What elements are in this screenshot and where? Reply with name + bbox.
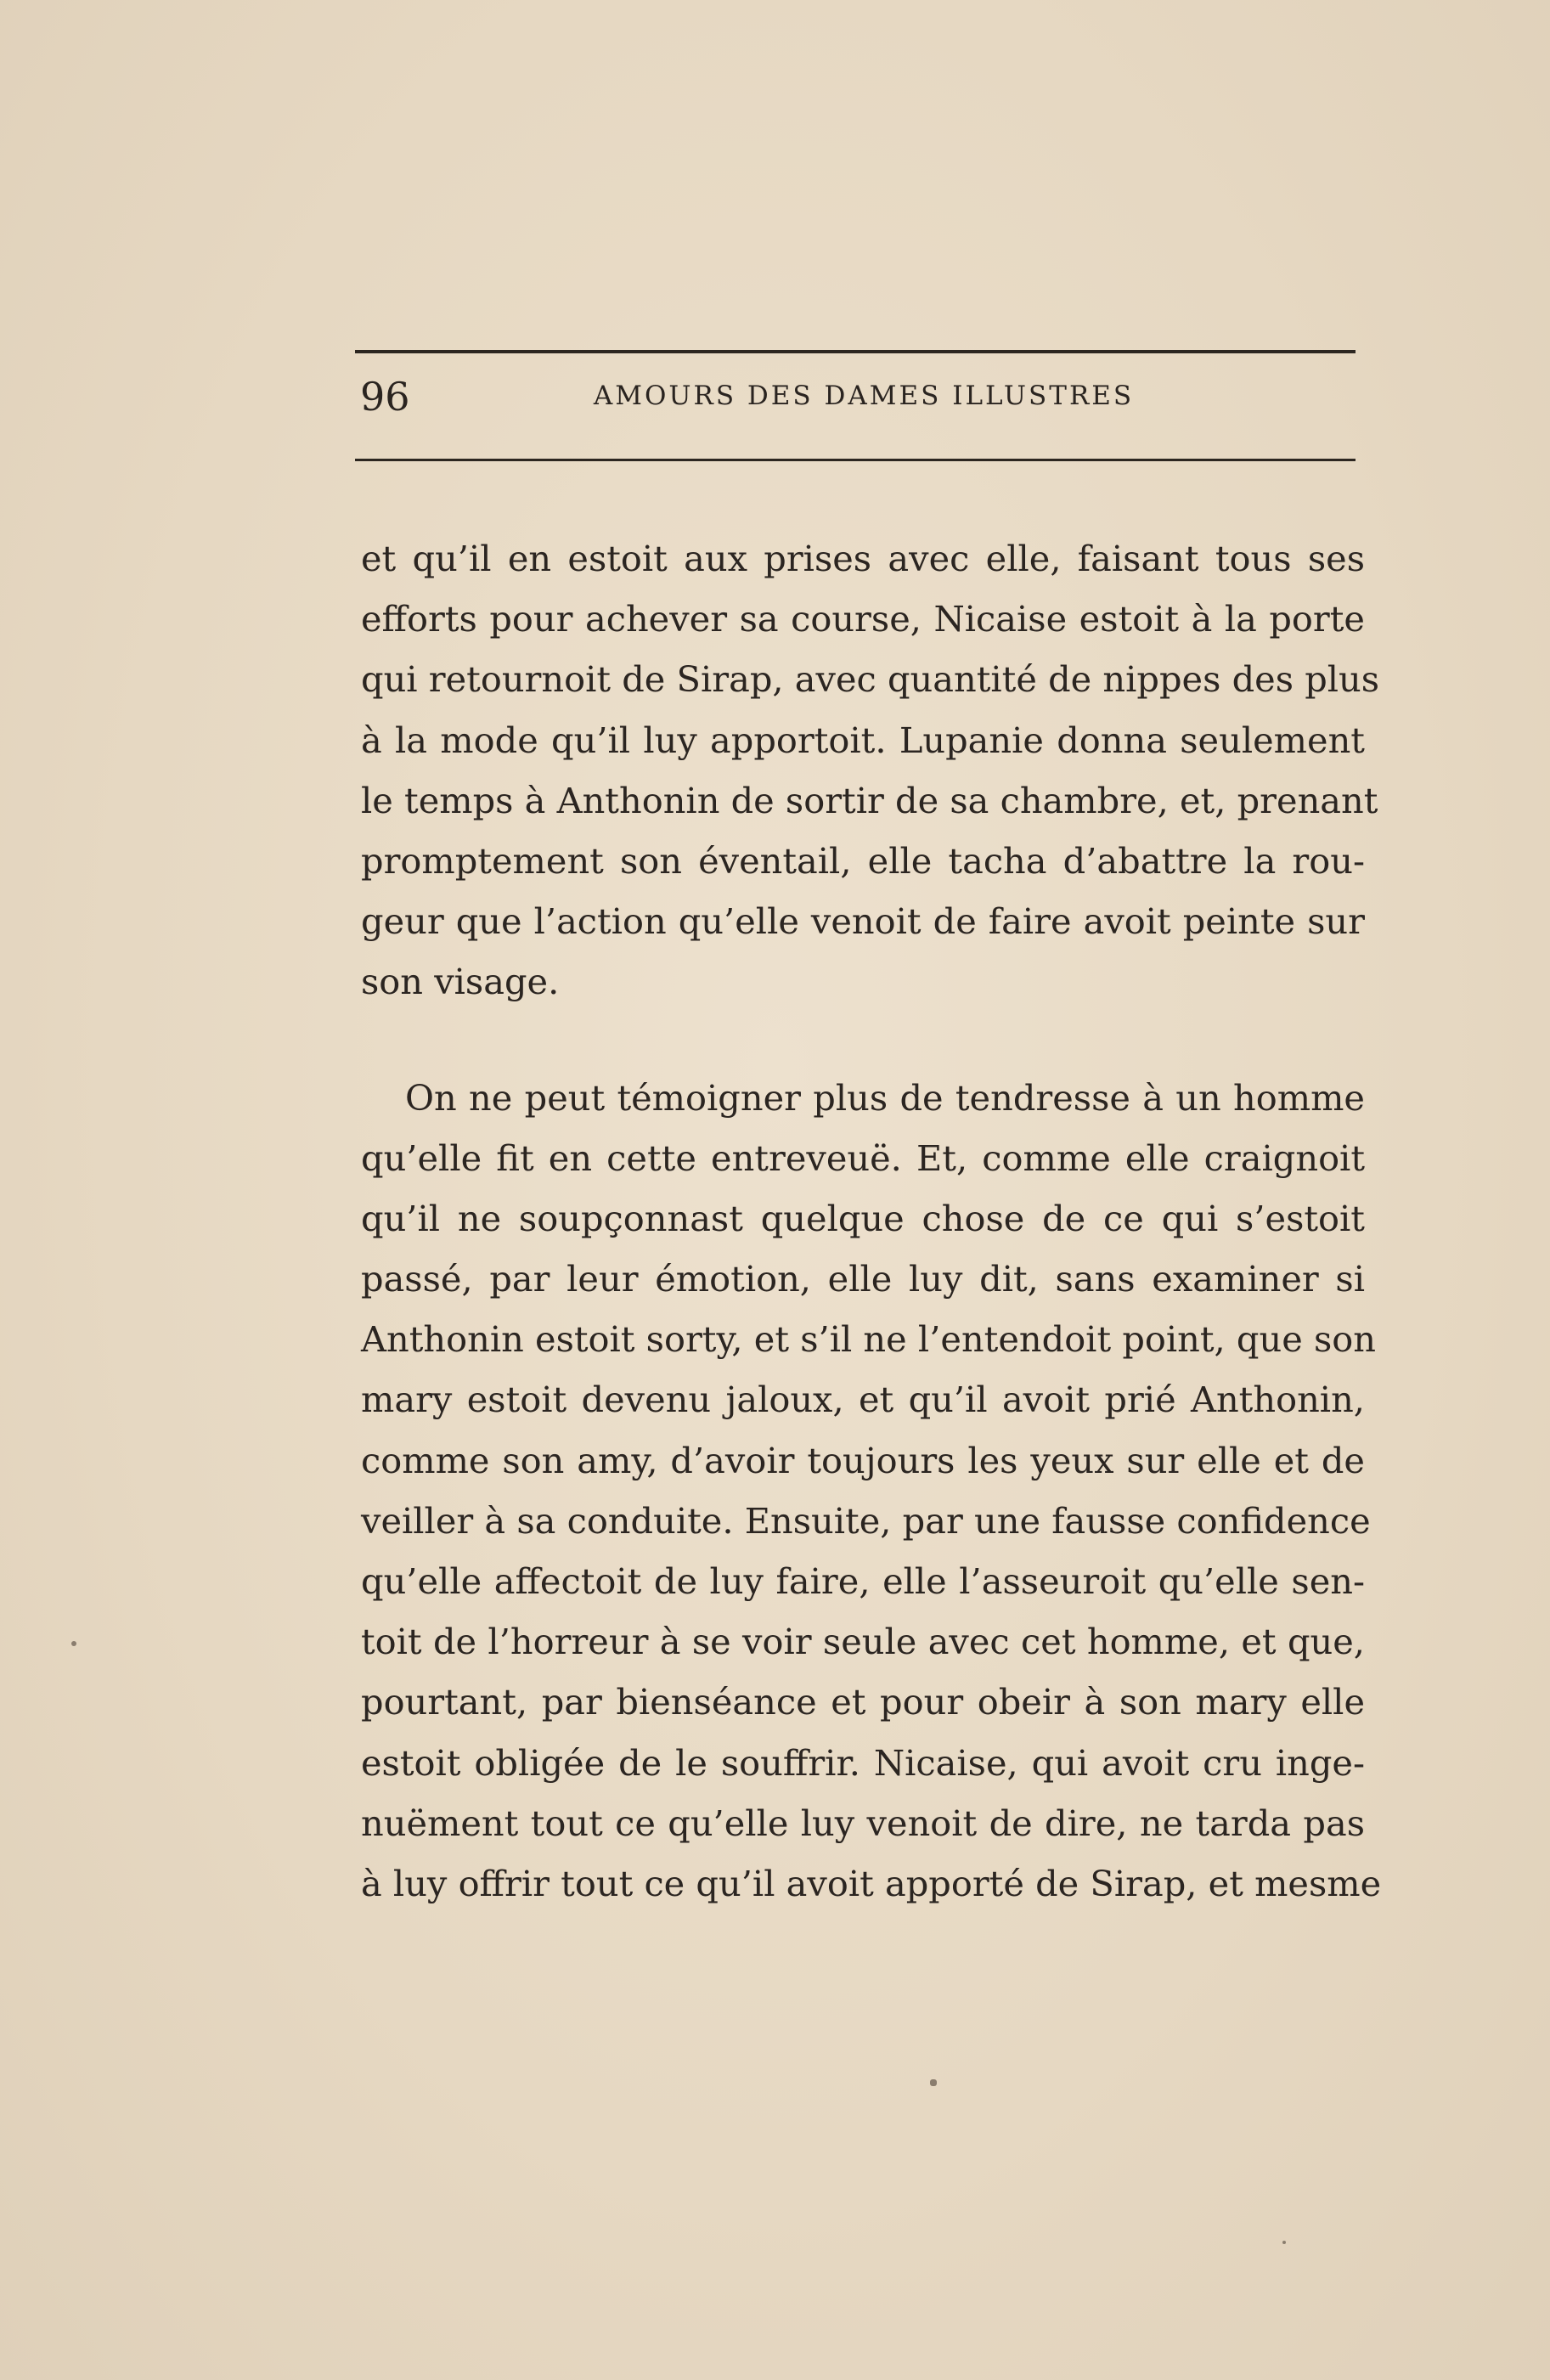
text-line: nuëment tout ce qu’elle luy venoit de dire, ne tarda pas [361,1802,1365,1844]
body-text [361,528,1382,1914]
text-line: Anthonin estoit sorty, et s’il ne l’entendoit point, que son [361,1318,1376,1361]
header-bottom-rule [355,459,1356,461]
text-line: qui retournoit de Sirap, avec quantité de nippes des plus [361,658,1380,701]
text-line: à luy offrir tout ce qu’il avoit apporté de Sirap, et mesme [361,1862,1382,1904]
text-line: comme son amy, d’avoir toujours les yeux sur elle et de [361,1439,1365,1481]
text-line: le temps à Anthonin de sortir de sa chambre, et, prenant [361,779,1378,821]
paragraph-gap [361,1012,1365,1068]
text-line: pourtant, par bienséance et pour obeir à son mary elle [361,1681,1365,1723]
paper-speck [930,2079,937,2086]
text-line: à la mode qu’il luy apportoit. Lupanie donna seulement [361,719,1365,761]
text-line: veiller à sa conduite. Ensuite, par une fausse confidence [361,1499,1371,1542]
page-number: 96 [360,374,410,420]
paragraph [361,1068,1382,1915]
text-line: passé, par leur émotion, elle luy dit, sans examiner si [361,1258,1365,1300]
text-line: toit de l’horreur à se voir seule avec cet homme, et que, [361,1621,1365,1663]
text-line: et qu’il en estoit aux prises avec elle, faisant tous ses [361,538,1365,579]
text-line: qu’il ne soupçonnast quelque chose de ce qui s’estoit [361,1197,1365,1239]
text-line: geur que l’action qu’elle venoit de faire avoit peinte sur [361,900,1365,943]
text-line: qu’elle fit en cette entreveuë. Et, comme elle craignoit [361,1136,1365,1179]
text-line: promptement son éventail, elle tacha d’abattre la rou- [361,839,1365,882]
text-line: On ne peut témoigner plus de tendresse à un homme [405,1076,1365,1119]
text-line: mary estoit devenu jaloux, et qu’il avoit prié Anthonin, [361,1379,1365,1421]
paper-speck [71,1641,76,1646]
text-line: estoit obligée de le souffrir. Nicaise, qui avoit cru inge- [361,1741,1365,1784]
text-line: son visage. [361,961,560,1003]
text-line: efforts pour achever sa course, Nicaise estoit à la porte [361,598,1365,640]
paragraph [361,528,1380,1012]
paper-speck [1282,2241,1286,2244]
running-head: AMOURS DES DAMES ILLUSTRES [593,381,1135,411]
text-line: qu’elle affectoit de luy faire, elle l’asseuroit qu’elle sen- [361,1560,1365,1602]
header-top-rule [355,350,1356,353]
page-header [355,374,1356,433]
